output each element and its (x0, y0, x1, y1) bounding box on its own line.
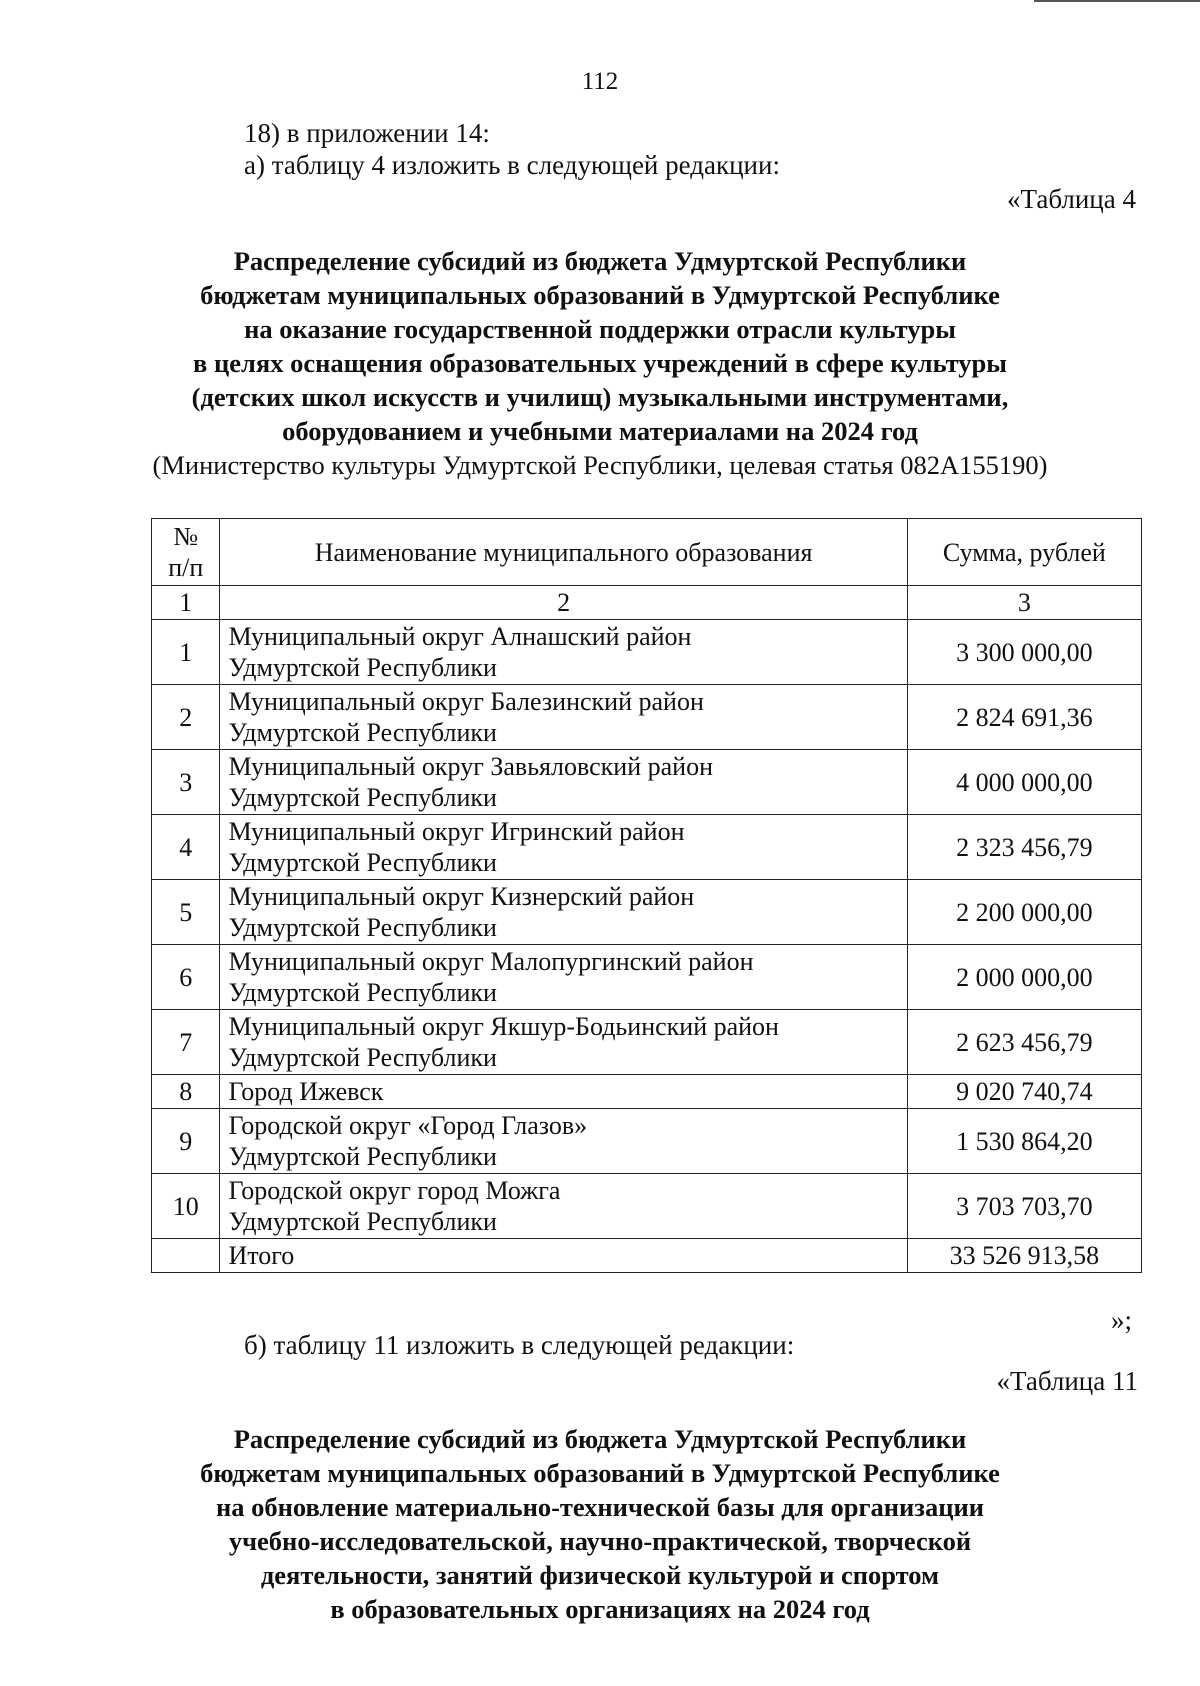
subsidy-amount: 2 200 000,00 (907, 880, 1141, 945)
subsidy-table (151, 518, 1142, 1273)
table-row (152, 685, 1142, 750)
table4-title-line: бюджетам муниципальных образований в Удмуртской Республике (200, 280, 1000, 310)
table-row (152, 815, 1142, 880)
municipality-name (220, 620, 907, 685)
table11-title-line: бюджетам муниципальных образований в Удмуртской Республике (200, 1458, 1000, 1488)
municipality-name (220, 880, 907, 945)
header-num-line: № (173, 522, 199, 551)
table4-subtitle: (Министерство культуры Удмуртской Республики, целевая статья 082А155190) (152, 450, 1048, 480)
table11-reference: «Таблица 11 (996, 1366, 1138, 1396)
table11-title-line: на обновление материально-технической базы для организации (215, 1492, 985, 1522)
total-num-cell (152, 1239, 220, 1273)
row-number: 4 (152, 815, 220, 880)
municipality-name (220, 815, 907, 880)
table-body (152, 620, 1142, 1239)
municipality-name-line: Муниципальный округ Якшур-Бодьинский район (228, 1012, 779, 1041)
municipality-name (220, 1010, 907, 1075)
total-label: Итого (220, 1239, 907, 1273)
table-row (152, 880, 1142, 945)
table-row (152, 750, 1142, 815)
subsidy-amount: 4 000 000,00 (907, 750, 1141, 815)
column-index-row (152, 586, 1142, 620)
municipality-name-line: Удмуртской Республики (228, 1207, 497, 1236)
subsidy-amount: 2 824 691,36 (907, 685, 1141, 750)
row-number: 5 (152, 880, 220, 945)
municipality-name (220, 1075, 907, 1109)
table4-title-line: оборудованием и учебными материалами на 2024 год (282, 416, 918, 446)
municipality-name-line: Муниципальный округ Кизнерский район (228, 882, 695, 911)
row-number: 1 (152, 620, 220, 685)
table-row (152, 1174, 1142, 1239)
row-number: 8 (152, 1075, 220, 1109)
municipality-name-line: Удмуртской Республики (228, 653, 497, 682)
table-row (152, 620, 1142, 685)
page-number: 112 (581, 68, 619, 95)
municipality-name-line: Удмуртской Республики (228, 783, 497, 812)
row-number: 2 (152, 685, 220, 750)
municipality-name-line: Удмуртской Республики (228, 913, 497, 942)
municipality-name (220, 750, 907, 815)
table11-title-line: Распределение субсидий из бюджета Удмуртской Республики (233, 1424, 967, 1454)
subsidy-amount: 3 300 000,00 (907, 620, 1141, 685)
table-header-row (152, 519, 1142, 586)
municipality-name-line: Город Ижевск (228, 1077, 384, 1106)
subsidy-amount: 3 703 703,70 (907, 1174, 1141, 1239)
municipality-name-line: Удмуртской Республики (228, 978, 497, 1007)
subsidy-amount: 2 000 000,00 (907, 945, 1141, 1010)
table4-title-line: в целях оснащения образовательных учреждений в сфере культуры (193, 348, 1007, 378)
municipality-name-line: Удмуртской Республики (228, 718, 497, 747)
municipality-name-line: Муниципальный округ Завьяловский район (228, 752, 713, 781)
table11-title-line: в образовательных организациях на 2024 год (330, 1594, 870, 1624)
column-index: 3 (907, 586, 1141, 620)
subsidy-amount: 2 623 456,79 (907, 1010, 1141, 1075)
row-number: 10 (152, 1174, 220, 1239)
table4-title-line: Распределение субсидий из бюджета Удмуртской Республики (233, 246, 967, 276)
item-heading: 18) в приложении 14: (244, 118, 490, 148)
municipality-name-line: Городской округ «Город Глазов» (228, 1111, 588, 1140)
table-row (152, 1109, 1142, 1174)
total-row (152, 1239, 1142, 1273)
total-sum: 33 526 913,58 (907, 1239, 1141, 1273)
table11-title (0, 1422, 1200, 1626)
municipality-name (220, 1174, 907, 1239)
row-number: 3 (152, 750, 220, 815)
page-edge-line (1034, 0, 1200, 2)
column-index: 1 (152, 586, 220, 620)
subsidy-amount: 9 020 740,74 (907, 1075, 1141, 1109)
header-num (152, 519, 220, 586)
municipality-name (220, 1109, 907, 1174)
municipality-name-line: Муниципальный округ Игринский район (228, 817, 685, 846)
municipality-name-line: Городской округ город Можга (228, 1176, 561, 1205)
table4-title (0, 244, 1200, 448)
subsidy-amount: 2 323 456,79 (907, 815, 1141, 880)
row-number: 9 (152, 1109, 220, 1174)
table-row (152, 1075, 1142, 1109)
header-num-line: п/п (168, 553, 204, 582)
header-name: Наименование муниципального образования (220, 519, 907, 586)
municipality-name (220, 685, 907, 750)
table4-title-line: (детских школ искусств и училищ) музыкальными инструментами, (191, 382, 1009, 412)
table11-title-line: деятельности, занятий физической культурой и спортом (260, 1560, 940, 1590)
subsidy-amount: 1 530 864,20 (907, 1109, 1141, 1174)
row-number: 7 (152, 1010, 220, 1075)
municipality-name-line: Муниципальный округ Балезинский район (228, 687, 704, 716)
municipality-name-line: Муниципальный округ Малопургинский район (228, 947, 754, 976)
municipality-name-line: Удмуртской Республики (228, 1043, 497, 1072)
table-row (152, 945, 1142, 1010)
municipality-name (220, 945, 907, 1010)
table-row (152, 1010, 1142, 1075)
municipality-name-line: Удмуртской Республики (228, 1142, 497, 1171)
sub-item-b: б) таблицу 11 изложить в следующей редакции: (244, 1330, 795, 1360)
row-number: 6 (152, 945, 220, 1010)
municipality-name-line: Удмуртской Республики (228, 848, 497, 877)
table4-reference: «Таблица 4 (1007, 184, 1136, 214)
column-index: 2 (220, 586, 907, 620)
sub-item-a: а) таблицу 4 изложить в следующей редакции: (244, 150, 780, 180)
table4-title-line: на оказание государственной поддержки отрасли культуры (244, 314, 956, 344)
table11-title-line: учебно-исследовательской, научно-практической, творческой (228, 1526, 972, 1556)
header-sum: Сумма, рублей (907, 519, 1141, 586)
closing-quote: »; (1110, 1305, 1132, 1335)
municipality-name-line: Муниципальный округ Алнашский район (228, 622, 692, 651)
